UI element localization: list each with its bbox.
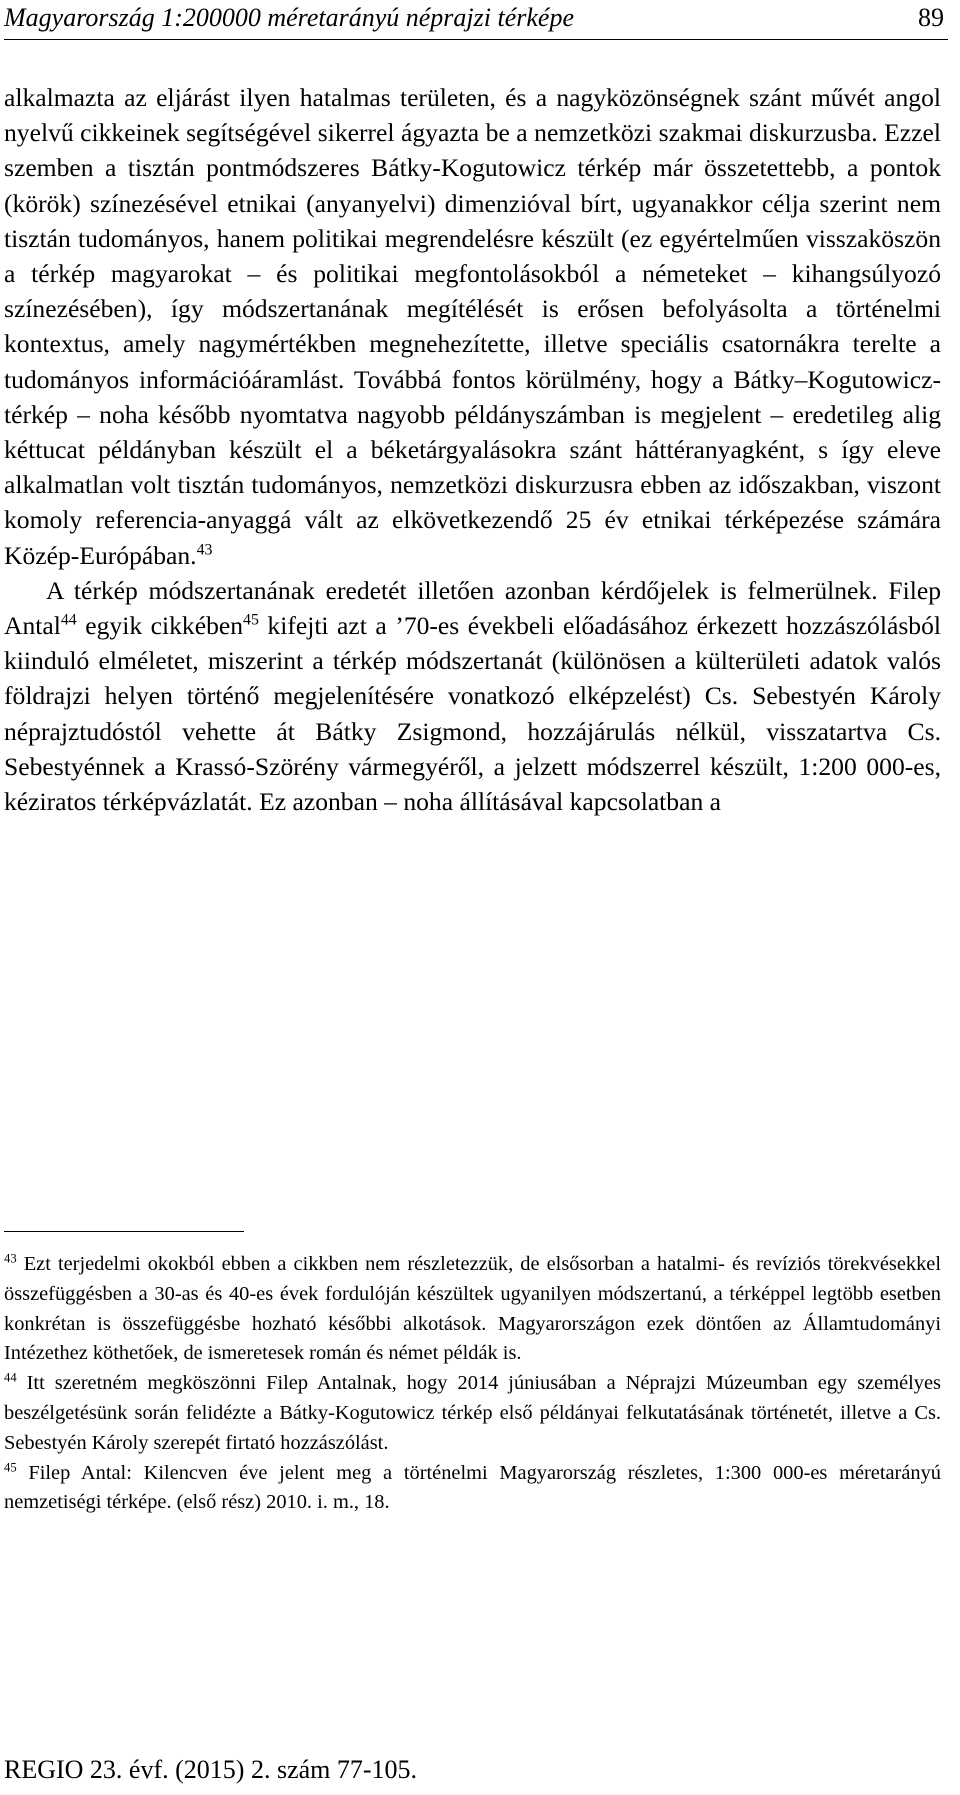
footnote-text: Ezt terjedelmi okokból ebben a cikkben nem részletezzük, de elsősorban a hatalmi- és revíziós törekvésekkel összefüggésben a 30-as és 40-es évek fordulóján készültek ugyanilyen módszertanú, a térképpel legtöbb esetben konkrétan is összefüggésbe hozható későbbi alkotások. Magyarországon ezek döntően az Államtudományi Intézethez köthetőek, de ismeretesek román és német példák is. — [4, 1253, 941, 1365]
footnote-ref-45[interactable]: 45 — [243, 611, 259, 629]
footnote-number: 45 — [4, 1460, 17, 1474]
paragraph-2-text-c: kifejti azt a ’70-es évekbeli előadásához érkezett hozzászólásból kiinduló elméletet, miszerint a térkép módszertanát (különösen a külterületi adatok valós földrajzi helyen történő megjelenítésére vonatkozó elképzelést) Cs. Sebestyén Károly néprajztudóstól vehette át Bátky Zsigmond, hozzájárulás nélkül, visszatartva Cs. Sebestyénnek a Krassó-Szörény vármegyéről, a jelzett módszerrel készült, 1:200 000-es, kéziratos térképvázlatát. Ez azonban – noha állításával kapcsolatban a — [4, 611, 941, 817]
running-header — [4, 0, 944, 40]
running-title: Magyarország 1:200000 méretarányú néprajzi térképe — [4, 3, 574, 32]
footnote-44 — [4, 1369, 941, 1458]
body-text — [4, 80, 941, 819]
header-rule — [4, 39, 948, 40]
paragraph-2 — [4, 573, 941, 819]
footnote-43 — [4, 1250, 941, 1369]
footnote-separator — [4, 1231, 244, 1232]
footnote-text: Itt szeretném megköszönni Filep Antalnak, hogy 2014 júniusában a Néprajzi Múzeumban egy személyes beszélgetésünk során felidézte a Bátky-Kogutowicz térkép első példányai felkutatásának történetét, illetve a Cs. Sebestyén Károly szerepét firtató hozzászólást. — [4, 1372, 941, 1454]
footnote-ref-43[interactable]: 43 — [196, 541, 213, 559]
paragraph-1-text: alkalmazta az eljárást ilyen hatalmas területen, és a nagyközönségnek szánt művét angol nyelvű cikkeinek segítségével sikerrel ágyazta be a nemzetközi szakmai diskurzusba. Ezzel szemben a tisztán pontmódszeres Bátky-Kogutowicz térkép már összetettebb, a pontok (körök) színezésével etnikai (anyanyelvi) dimenzióval bírt, ugyanakkor célja szerint nem tisztán tudományos, hanem politikai megrendelésre készült (ez egyértelműen visszaköszön a térkép magyarokat – és politikai megfontolásokból a németeket – kihangsúlyozó színezésében), így módszertanának megítélését is erősen befolyásolta a történelmi kontextus, amely nagymértékben megnehezítette, illetve speciális csatornákra terelte a tudományos információáramlást. Továbbá fontos körülmény, hogy a Bátky–Kogutowicz-térkép – noha később nyomtatva nagyobb példányszámban is megjelent – eredetileg alig kéttucat példányban készült el a béketárgyalásokra szánt háttéranyagként, s így eleve alkalmatlan volt tisztán tudományos, nemzetközi diskurzusra ebben az időszakban, viszont komoly referencia-anyaggá vált az elkövetkezendő 25 év etnikai térképezése számára Közép-Európában. — [4, 83, 941, 570]
page-footer: REGIO 23. évf. (2015) 2. szám 77-105. — [4, 1755, 418, 1784]
page-number: 89 — [918, 3, 944, 32]
footnote-number: 44 — [4, 1370, 17, 1385]
paragraph-2-text-b: egyik cikkében — [76, 611, 244, 641]
footnote-number: 43 — [4, 1251, 17, 1266]
footnote-ref-44[interactable]: 44 — [60, 611, 77, 629]
paragraph-1 — [4, 80, 941, 573]
paragraph-2-text-a: A térkép módszertanának eredetét illetően azonban kérdőjelek is felmerülnek. Filep Antal — [4, 575, 941, 641]
footnote-45 — [4, 1459, 941, 1519]
footnote-text: Filep Antal: Kilencven éve jelent meg a történelmi Magyarország részletes, 1:300 000-es méretarányú nemzetiségi térképe. (első rész) 2010. i. m., 18. — [4, 1461, 941, 1514]
footnotes — [4, 1250, 941, 1518]
